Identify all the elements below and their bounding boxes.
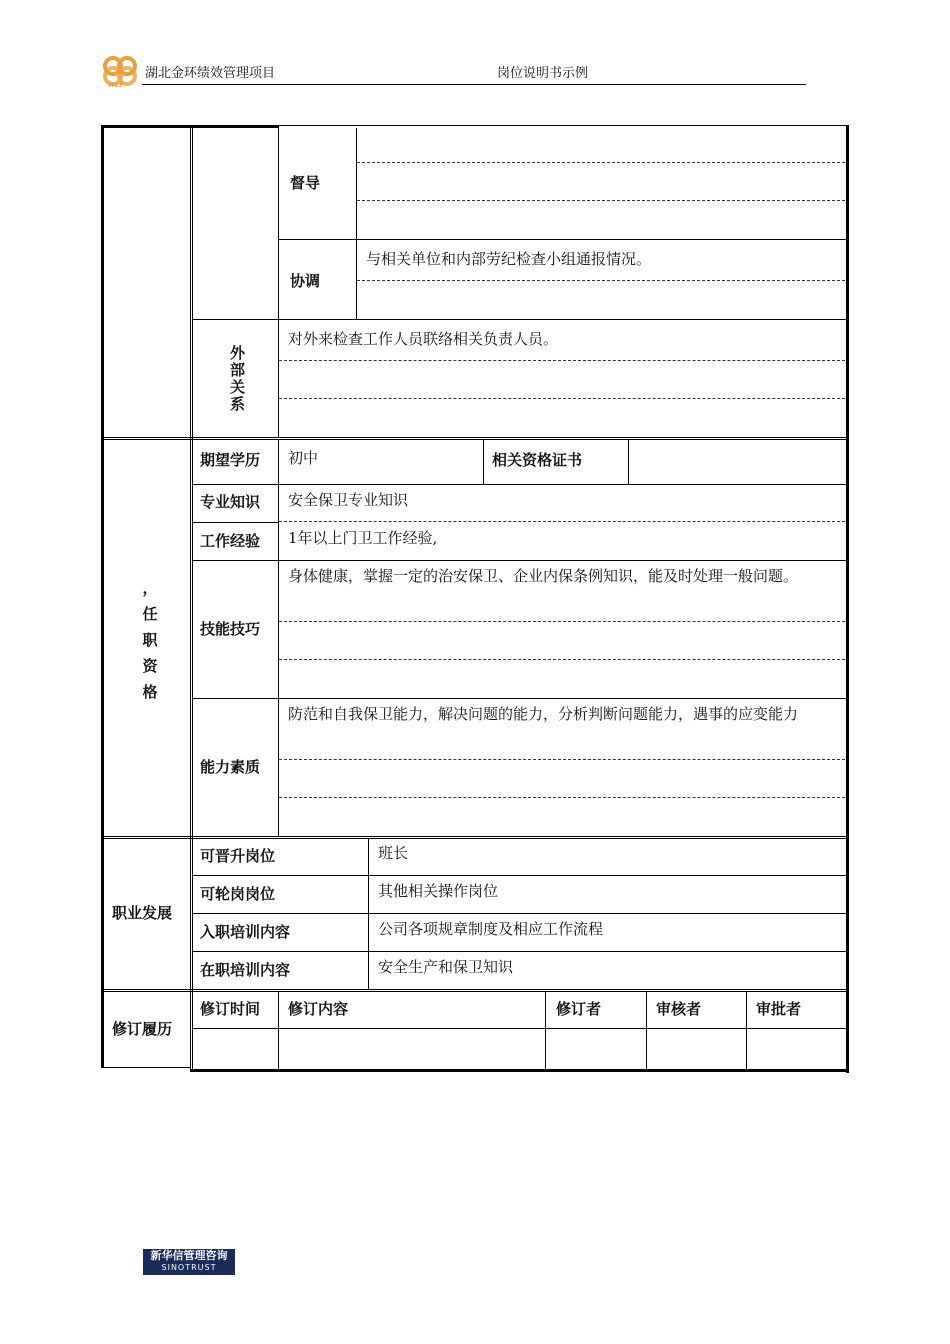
table-top-rule [279,125,846,126]
experience-bottom-rule [192,560,846,561]
coordinate-bottom-rule [192,319,846,320]
skills-bottom-rule [192,698,846,699]
knowledge-label: 专业知识 [200,493,261,511]
revision-col-divider [278,992,279,1069]
footer-logo-en: SINOTRUST [161,1263,217,1272]
qualification-top-rule [101,437,846,438]
career-row-rule [192,875,846,876]
ability-value: 防范和自我保卫能力，解决问题的能力，分析判断问题能力，遇事的应变能力 [288,705,799,723]
header-project: 湖北金环绩效管理项目 [145,66,276,81]
education-label: 期望学历 [200,451,261,469]
skills-label: 技能技巧 [200,620,261,638]
skills-value: 身体健康，掌握一定的治安保卫、企业内保条例知识，能及时处理一般问题。 [288,567,799,585]
career-top-rule-2 [101,838,846,839]
qualification-section-label [141,575,163,705]
table-border-left [101,125,104,1068]
revision-header: 修订内容 [288,1000,349,1018]
supervise-dash-1 [357,162,845,163]
ability-dash-2 [279,797,845,798]
external-dash-1 [279,360,845,361]
revision-col-divider [746,992,747,1069]
revision-header: 修订者 [556,1000,602,1018]
career-section-label: 职业发展 [112,904,173,922]
qualification-label-text: ，任职资格 [142,579,158,701]
external-label: 外部关系 [228,345,246,413]
career-row-value: 公司各项规章制度及相应工作流程 [378,920,604,938]
company-logo [100,54,140,90]
experience-top-rule [192,522,278,523]
career-row-label: 入职培训内容 [200,923,291,941]
education-divider-2 [628,440,629,484]
revision-top-rule-2 [101,991,846,992]
career-row-rule [192,951,846,952]
revision-col-divider [545,992,546,1069]
education-divider-1 [483,440,484,484]
skills-dash-2 [279,659,845,660]
qualification-top-rule-2 [101,439,846,440]
table-border-right [846,125,849,1073]
revision-header: 审批者 [756,1000,802,1018]
internal-col-divider [356,128,357,320]
knowledge-dash [279,521,845,522]
relations-col-divider [278,128,279,438]
supervise-bottom-rule [279,239,846,240]
education-bottom-rule [192,484,846,485]
career-row-label: 可晋升岗位 [200,847,276,865]
career-row-value: 其他相关操作岗位 [378,882,499,900]
external-dash-2 [279,398,845,399]
revision-section-label: 修订履历 [112,1020,173,1038]
career-row-label: 可轮岗岗位 [200,885,276,903]
coordinate-dash [357,280,845,281]
footer-logo-cn: 新华信管理咨询 [150,1249,228,1262]
knowledge-value: 安全保卫专业知识 [288,491,409,509]
career-row-value: 班长 [378,844,409,862]
skills-dash-1 [279,621,845,622]
supervise-label: 督导 [290,174,321,192]
career-row-value: 安全生产和保卫知识 [378,958,514,976]
education-value: 初中 [288,449,319,467]
header-doc-title: 岗位说明书示例 [497,66,589,81]
career-top-rule [101,836,846,837]
footer-logo [143,1249,235,1275]
table-border-bottom [190,1069,849,1072]
section-col-divider [190,128,191,1069]
qualification-col-divider [278,440,279,837]
experience-value: 1年以上门卫工作经验, [288,529,438,547]
supervise-dash-2 [357,200,845,201]
revision-header: 修订时间 [200,1000,261,1018]
logo-text: HCF [108,81,124,89]
revision-col-divider [646,992,647,1069]
revision-header-rule [192,1028,846,1029]
coordinate-text: 与相关单位和内部劳纪检查小组通报情况。 [366,250,652,268]
coordinate-label: 协调 [290,272,321,290]
career-row-rule [192,913,846,914]
experience-label: 工作经验 [200,532,261,550]
external-text: 对外来检查工作人员联络相关负责人员。 [288,330,559,348]
table-bottom-left-rule [101,1067,191,1068]
section-col-divider-2 [192,128,193,1069]
career-col-divider [368,839,369,990]
revision-header: 审核者 [656,1000,702,1018]
ability-dash-1 [279,759,845,760]
certificate-label: 相关资格证书 [492,451,583,469]
revision-top-rule [101,989,846,990]
header-rule [142,84,806,85]
career-row-label: 在职培训内容 [200,961,291,979]
ability-label: 能力素质 [200,758,261,776]
